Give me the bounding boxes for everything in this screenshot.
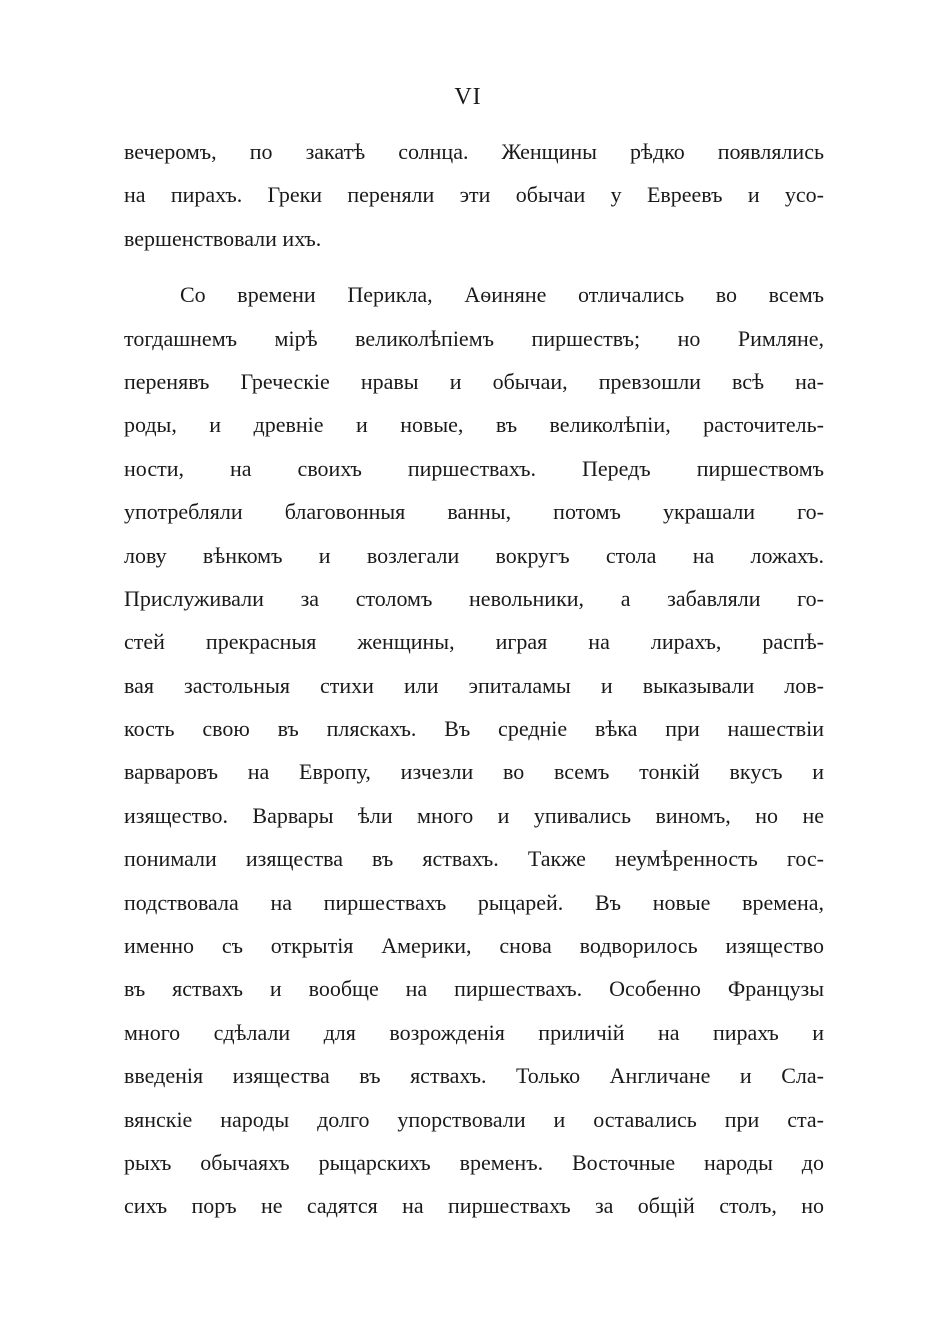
text-line: подствовала на пиршествахъ рыцарей. Въ новые времена, <box>124 889 824 915</box>
text-line: ности, на своихъ пиршествахъ. Передъ пиршествомъ <box>124 455 824 481</box>
text-line: именно съ открытія Америки, снова водворилось изящество <box>124 933 824 959</box>
text-line: понимали изящества въ яствахъ. Также неумѣренность гос- <box>124 846 824 872</box>
text-line: вершенствовали ихъ. <box>124 225 322 251</box>
text-line: Со времени Перикла, Аѳиняне отличались во всемъ <box>180 282 824 308</box>
text-line: изящество. Варвары ѣли много и упивались виномъ, но не <box>124 802 824 828</box>
page-number: VI <box>454 84 482 110</box>
text-line: вянскіе народы долго упорствовали и оставались при ста- <box>124 1106 824 1132</box>
text-line: кость свою въ пляскахъ. Въ средніе вѣка при нашествіи <box>124 716 824 742</box>
text-line: Прислуживали за столомъ невольники, а забавляли го- <box>124 585 824 611</box>
text-line: вечеромъ, по закатѣ солнца. Женщины рѣдко появлялись <box>124 139 824 164</box>
text-line: много сдѣлали для возрожденія приличій на пирахъ и <box>124 1019 824 1045</box>
text-line: лову вѣнкомъ и возлегали вокругъ стола на ложахъ. <box>124 542 824 568</box>
text-line: въ яствахъ и вообще на пиршествахъ. Особенно Французы <box>124 976 824 1002</box>
text-line: вая застольныя стихи или эпиталамы и выказывали лов- <box>124 672 824 698</box>
body-text <box>124 130 824 1228</box>
text-line: на пирахъ. Греки переняли эти обычаи у Евреевъ и усо- <box>124 182 824 208</box>
text-line: введенія изящества въ яствахъ. Только Англичане и Сла- <box>124 1063 824 1089</box>
text-line: роды, и древніе и новые, въ великолѣпіи, расточитель- <box>124 412 824 438</box>
text-line: рыхъ обычаяхъ рыцарскихъ временъ. Восточные народы до <box>124 1149 824 1175</box>
text-line: сихъ поръ не садятся на пиршествахъ за общій столъ, но <box>124 1193 824 1219</box>
paragraph-gap <box>124 260 824 273</box>
text-line: тогдашнемъ мірѣ великолѣпіемъ пиршествъ; но Римляне, <box>124 325 824 351</box>
text-line: употребляли благовонныя ванны, потомъ украшали го- <box>124 499 824 525</box>
paragraph <box>124 130 824 260</box>
text-line: стей прекрасныя женщины, играя на лирахъ, распѣ- <box>124 629 824 655</box>
text-line: перенявъ Греческіе нравы и обычаи, превзошли всѣ на- <box>124 368 824 394</box>
text-line: варваровъ на Европу, изчезли во всемъ тонкій вкусъ и <box>124 759 824 785</box>
paragraph <box>124 273 824 1228</box>
